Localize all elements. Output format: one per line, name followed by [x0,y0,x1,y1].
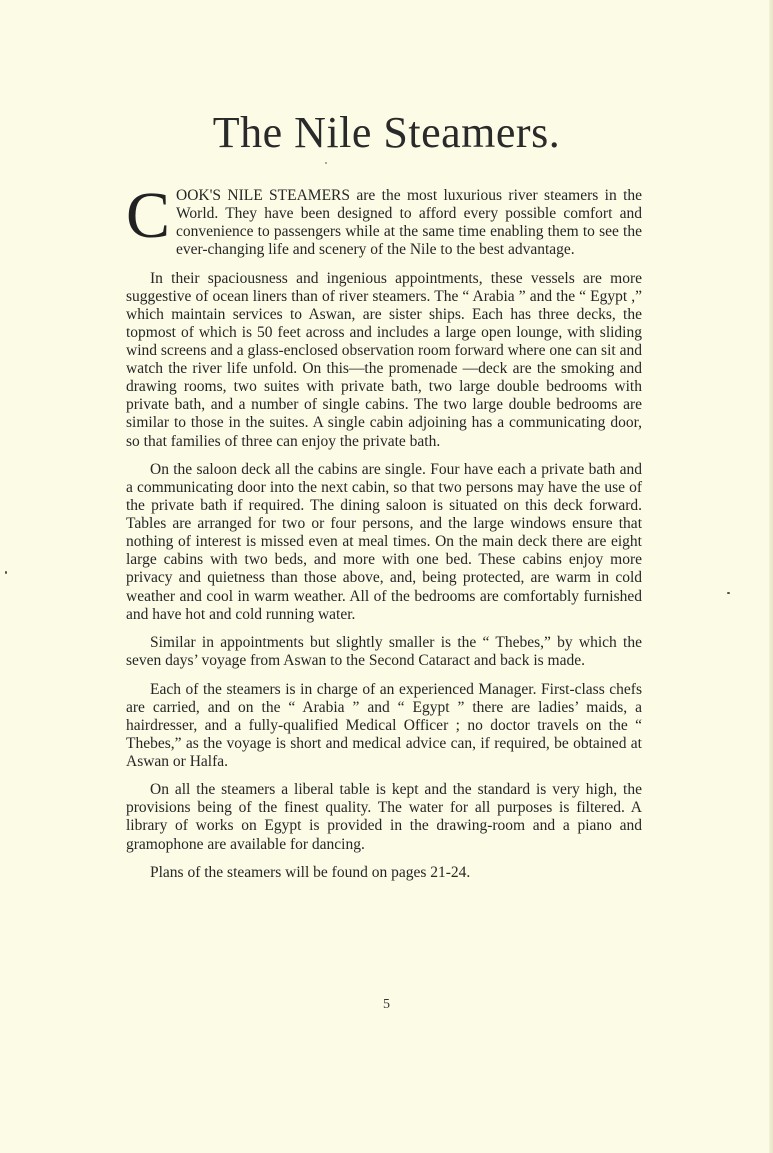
print-speck [727,592,730,594]
drop-cap: C [126,179,171,252]
paragraph-3: On the saloon deck all the cabins are single. Four have each a private bath and a communicating door into the next cabin, so that two persons may have the use of the private bath if required. The dining saloon is situated on this deck forward. Tables are arranged for two or four persons, and the large windows ensure that nothing of interest is missed even at meal times. On the main deck there are eight large cabins with two beds, and more with one bed. These cabins enjoy more privacy and quietness than those above, and, being protected, are warm in cold weather and cool in warm weather. All of the bedrooms are comfortably furnished and have hot and cold running water. [126,460,642,623]
paragraph-4: Similar in appointments but slightly smaller is the “ Thebes,” by which the seven days’ voyage from Aswan to the Second Cataract and back is made. [126,634,642,670]
article-body [126,179,642,882]
print-speck [5,571,7,574]
page-title: The Nile Steamers. [212,108,561,157]
paragraph-1-text: OOK'S NILE STEAMERS are the most luxurious river steamers in the World. They have been designed to afford every possible comfort and convenience to passengers while at the same time enabling them to see the ever-changing life and scenery of the Nile to the best advantage. [176,187,642,259]
page-number: 5 [383,997,390,1012]
paragraph-7: Plans of the steamers will be found on pages 21-24. [150,863,471,881]
paragraph-1 [126,179,642,259]
paragraph-2: In their spaciousness and ingenious appointments, these vessels are more suggestive of ocean liners than of river steamers. The “ Arabia ” and the “ Egypt ,” which maintain services to Aswan, are sister ships. Each has three decks, the topmost of which is 50 feet across and includes a large open lounge, with sliding wind screens and a glass-enclosed observation room forward where one can sit and watch the river life unfold. On this—the promenade —deck are the smoking and drawing rooms, two suites with private bath, two large double bedrooms with private bath, and a number of single cabins. The two large double bedrooms are similar to those in the suites. A single cabin adjoining has a communicating door, so that families of three can enjoy the private bath. [126,269,642,450]
title-ornament-dot [325,162,327,164]
page-edge [769,0,773,1153]
paragraph-5: Each of the steamers is in charge of an experienced Manager. First-class chefs are carried, and on the “ Arabia ” and “ Egypt ” there are ladies’ maids, a hairdresser, and a fully-qualified Medical Officer ; no doctor travels on the “ Thebes,” as the voyage is short and medical advice can, if required, be obtained at Aswan or Halfa. [126,680,642,770]
paragraph-6: On all the steamers a liberal table is kept and the standard is very high, the provisions being of the finest quality. The water for all purposes is filtered. A library of works on Egypt is provided in the drawing-room and a piano and gramophone are available for dancing. [126,781,642,853]
